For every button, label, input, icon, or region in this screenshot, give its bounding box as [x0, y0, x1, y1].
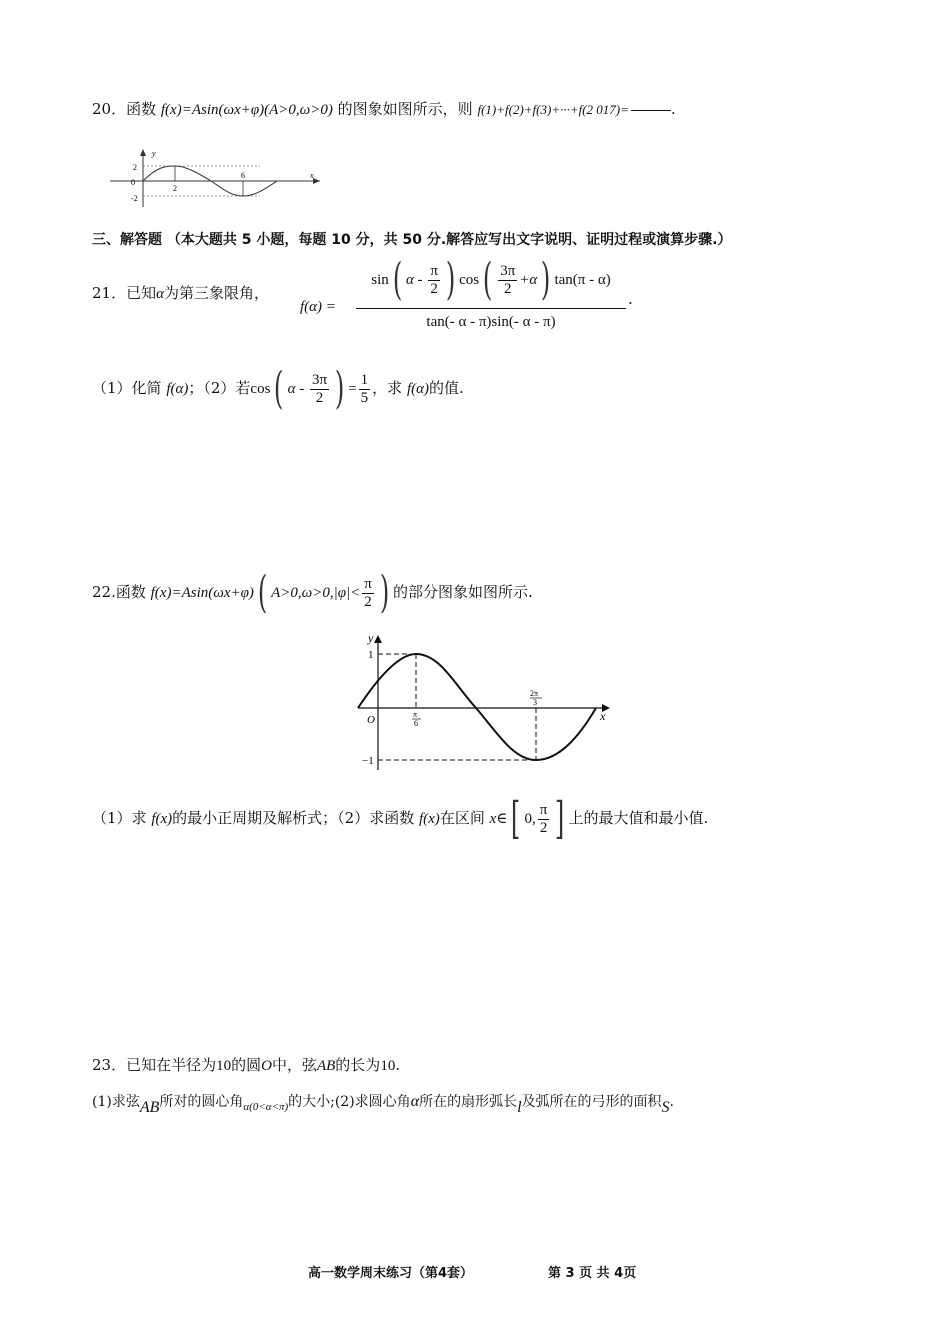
q22-graph-x-label: x [600, 709, 606, 723]
q22-graph-y-label: y [368, 631, 374, 645]
section3-heading: 三、解答题 （本大题共 5 小题，每题 10 分，共 50 分.解答应写出文字说明、证明过程或演算步骤.） [92, 232, 732, 248]
q20-graph [105, 145, 330, 210]
q22-graph-2pi3-den: 3 [533, 698, 537, 707]
q20-graph-tick-x6: 6 [241, 171, 245, 180]
q20-graph-y-label: y [152, 149, 156, 158]
q20-function: f(x)=Asin(ωx+φ)(A>0,ω>0) [160, 102, 333, 118]
footer-title: 高一数学周末练习（第4套） [308, 1266, 474, 1281]
q21-parts: （1）化简 f(α)；（2）若cos( α - $\frac{3\pi}{2}$ ) = $\frac{1}{5}$ ，求 f(α)的值. [92, 363, 464, 414]
q21-denominator: tan(- α - π)sin(- α - π) [426, 314, 556, 330]
q22-graph-yn1: −1 [362, 755, 374, 767]
q20-graph-tick-2: 2 [133, 163, 137, 172]
q22-graph-y1: 1 [368, 649, 374, 661]
footer-page-number: 第 3 页 共 4页 [548, 1266, 637, 1281]
q20-graph-tick-0: 0 [131, 178, 135, 187]
q22-graph-2pi3-num: 2π [530, 689, 539, 698]
q20-sum: f(1)+f(2)+f(3)+···+f(2 017)= [477, 102, 629, 117]
q22-graph-pi6-num: π [413, 710, 418, 719]
q21-numerator: sin( α - $\frac{\pi}{2}$ ) cos( $\frac{3\pi}{2}$ +α) tan(π - α) [371, 254, 611, 305]
q22-text: 22.函数 f(x)=Asin(ωx+φ)( A>0,ω>0,|φ|< $\frac{\pi}{2}$ ) 的部分图象如图所示. [92, 567, 533, 618]
q23-line1: 23．已知在半径为10的圆O中，弦AB的长为10. [92, 1056, 401, 1074]
q21-intro: 21．已知α为第三象限角， [92, 284, 269, 302]
q21-lhs: f(α) = [300, 299, 336, 315]
q20-graph-x-label: x [310, 171, 314, 180]
q20-graph-tick-neg2: -2 [131, 194, 138, 203]
q22-graph [340, 630, 620, 775]
q22-graph-pi6-den: 6 [414, 719, 418, 728]
q22-parts: （1）求 f(x)的最小正周期及解析式；（2）求函数 f(x)在区间 x∈[ 0, $\frac{\pi}{2}$ ] 上的最大值和最小值. [92, 793, 709, 844]
q20-graph-tick-x2: 2 [173, 184, 177, 193]
q20-text: 20．函数 f(x)=Asin(ωx+φ)(A>0,ω>0) 的图象如图所示，则 f(1)+f(2)+f(3)+···+f(2 017)= . [92, 100, 676, 118]
q23-line2: (1)求弦AB所对的圆心角$_{\alpha(0<\alpha<\pi)}$的大小;(2)求圆心角α所在的扇形弧长l及弧所在的弓形的面积S. [92, 1093, 674, 1116]
q22-graph-origin: O [367, 714, 375, 726]
q21-fraction-bar [356, 308, 626, 309]
q21-period: . [628, 290, 633, 308]
q20-answer-blank [631, 110, 671, 111]
